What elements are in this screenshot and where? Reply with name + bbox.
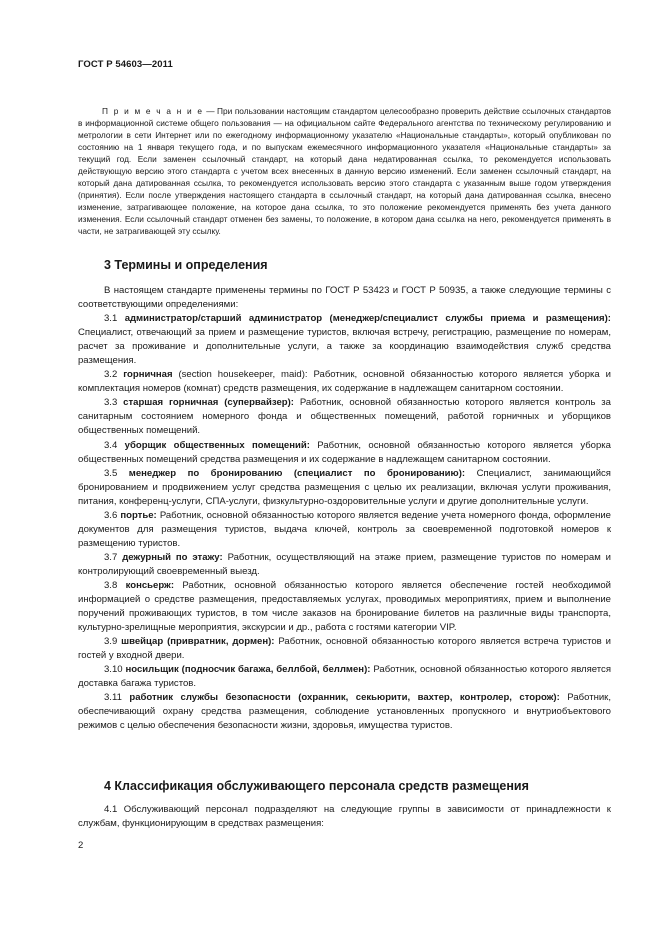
- document-header: ГОСТ Р 54603—2011: [78, 59, 173, 70]
- term-number: 3.5: [104, 467, 129, 479]
- section-3-title: 3 Термины и определения: [104, 258, 268, 272]
- term-number: 3.4: [104, 439, 125, 451]
- term-name: работник службы безопасности (охранник, секьюрити, вахтер, контролер, сторож):: [129, 692, 560, 704]
- term-name: портье:: [120, 509, 157, 521]
- term-3-6: [78, 509, 611, 551]
- term-name: менеджер по бронированию (специалист по бронированию):: [128, 467, 466, 479]
- term-number: 3.9: [104, 636, 122, 648]
- term-definition: Работник, осуществляющий на этаже прием, размещение туристов по номерам и контролирующий своевременный выезд.: [78, 551, 611, 577]
- term-3-8: [78, 579, 611, 635]
- clause-4-1: 4.1 Обслуживающий персонал подразделяют на следующие группы в зависимости от принадлежности к службам, функционирующим в средствах размещения:: [78, 804, 611, 830]
- term-number: 3.7: [104, 551, 123, 563]
- term-number: 3.1: [104, 313, 125, 325]
- term-definition: Работник, основной обязанностью которого является уборка общественных помещений средства размещения и их содержание в надлежащем санитарном состоянии.: [78, 439, 611, 465]
- term-name: уборщик общественных помещений:: [124, 439, 310, 451]
- term-definition: Работник, обеспечивающий охрану средства размещения, соблюдение установленных пропускного и внутриобъектового режимов с целью обеспечения безопасности жизни, здоровья, имущества туристов.: [78, 692, 612, 732]
- term-number: 3.11: [104, 692, 130, 704]
- term-number: 3.2: [104, 369, 124, 381]
- page-number: 2: [78, 840, 84, 851]
- term-definition: Работник, основной обязанностью которого является обеспечение гостей необходимой информацией о средстве размещения, предоставляемых услугах, проводимых мероприятиях, прием и выполнение поручений проживающих туристов, в том числе заказов на бронирование билетов на различные виды транспорта, культурно-зрелищные мероприятия, экскурсии и др., работа с гостями категории VIP.: [78, 579, 611, 634]
- term-name: швейцар (привратник, дормен):: [121, 636, 275, 648]
- term-definition: Работник, основной обязанностью которого является встреча туристов и гостей у входной двери.: [78, 636, 611, 662]
- section-4-title: 4 Классификация обслуживающего персонала средств размещения: [104, 779, 529, 793]
- term-definition: Работник, основной обязанностью которого является доставка багажа туристов.: [78, 664, 611, 690]
- section-3-body: [78, 284, 611, 734]
- term-definition: Работник, основной обязанностью которого является ведение учета номерного фонда, оформление документов для размещения туристов, выдача ключей, контроль за своевременной подготовкой номеров к размещению туристов.: [78, 509, 611, 549]
- term-definition: Работник, основной обязанностью которого является контроль за санитарным состоянием номерного фонда и общественных помещений, работой горничных и уборщиков общественных помещений.: [78, 397, 611, 437]
- term-definition: Специалист, занимающийся бронированием и продвижением услуг средства размещения с целью их реализации, включая услуги проживания, питания, конференц-услуги, СПА-услуги, физкультурно-оздоровительные услуги и другие дополнительные услуги.: [78, 467, 611, 507]
- term-name: носильщик (подносчик багажа, беллбой, беллмен):: [125, 664, 371, 676]
- term-3-9: [78, 635, 611, 663]
- term-number: 3.10: [104, 664, 126, 676]
- term-number: 3.3: [104, 397, 124, 409]
- term-number: 3.8: [104, 579, 126, 591]
- term-3-2: [78, 368, 611, 396]
- term-name: дежурный по этажу:: [122, 551, 223, 563]
- term-name: старшая горничная (супервайзер):: [123, 397, 294, 409]
- note-label: П р и м е ч а н и е: [102, 106, 204, 116]
- note-block: [78, 106, 611, 237]
- term-name: консьерж:: [125, 579, 175, 591]
- term-number: 3.6: [104, 509, 121, 521]
- term-name: горничная: [123, 369, 173, 381]
- term-3-3: [78, 396, 611, 438]
- term-3-10: [78, 663, 611, 691]
- note-text: — При пользовании настоящим стандартом целесообразно проверить действие ссылочных стандартов в информационной системе общего пользования — на официальном сайте Федерального агентства по техническому регулированию и метрологии в сети Интернет или по ежегодному информационному указателю «Национальные стандарты», который опубликован по состоянию на 1 января текущего года, и по выпускам ежемесячного информационного указателя «Национальные стандарты» за текущий год. Если заменен ссылочный стандарт, на который дана недатированная ссылка, то рекомендуется использовать действующую версию этого стандарта с учетом всех внесенных в данную версию изменений. Если заменен ссылочный стандарт, на который дана датированная ссылка, то рекомендуется использовать версию этого стандарта с указанным выше годом утверждения (принятия). Если после утверждения настоящего стандарта в ссылочный стандарт, на который дана датированная ссылка, внесено изменение, затрагивающее положение, на которое дана ссылка, то это положение рекомендуется применять без учета данного изменения. Если ссылочный стандарт отменен без замены, то положение, в котором дана ссылка на него, рекомендуется применять в части, не затрагивающей эту ссылку.: [78, 106, 611, 236]
- term-3-11: [78, 691, 611, 733]
- note-paragraph: [78, 106, 611, 237]
- term-definition: (section housekeeper, maid): Работник, основной обязанностью которого является уборка и комплектация номеров (комнат) средств размещения, их содержание в надлежащем санитарном состоянии.: [78, 369, 611, 395]
- section-4-body: [78, 803, 611, 831]
- term-3-1: [78, 312, 611, 368]
- term-3-7: [78, 551, 611, 579]
- term-name: администратор/старший администратор (менеджер/специалист службы приема и размещения):: [124, 313, 611, 325]
- term-3-4: [78, 439, 611, 467]
- term-3-5: [78, 467, 611, 509]
- term-definition: Специалист, отвечающий за прием и размещение туристов, включая встречу, регистрацию, размещение по номерам, расчет за проживание и дополнительные услуги, а также за координацию взаимодействия служб средства размещения.: [78, 327, 611, 367]
- section-3-intro: В настоящем стандарте применены термины по ГОСТ Р 53423 и ГОСТ Р 50935, а также следующие термины с соответствующими определениями:: [78, 285, 611, 311]
